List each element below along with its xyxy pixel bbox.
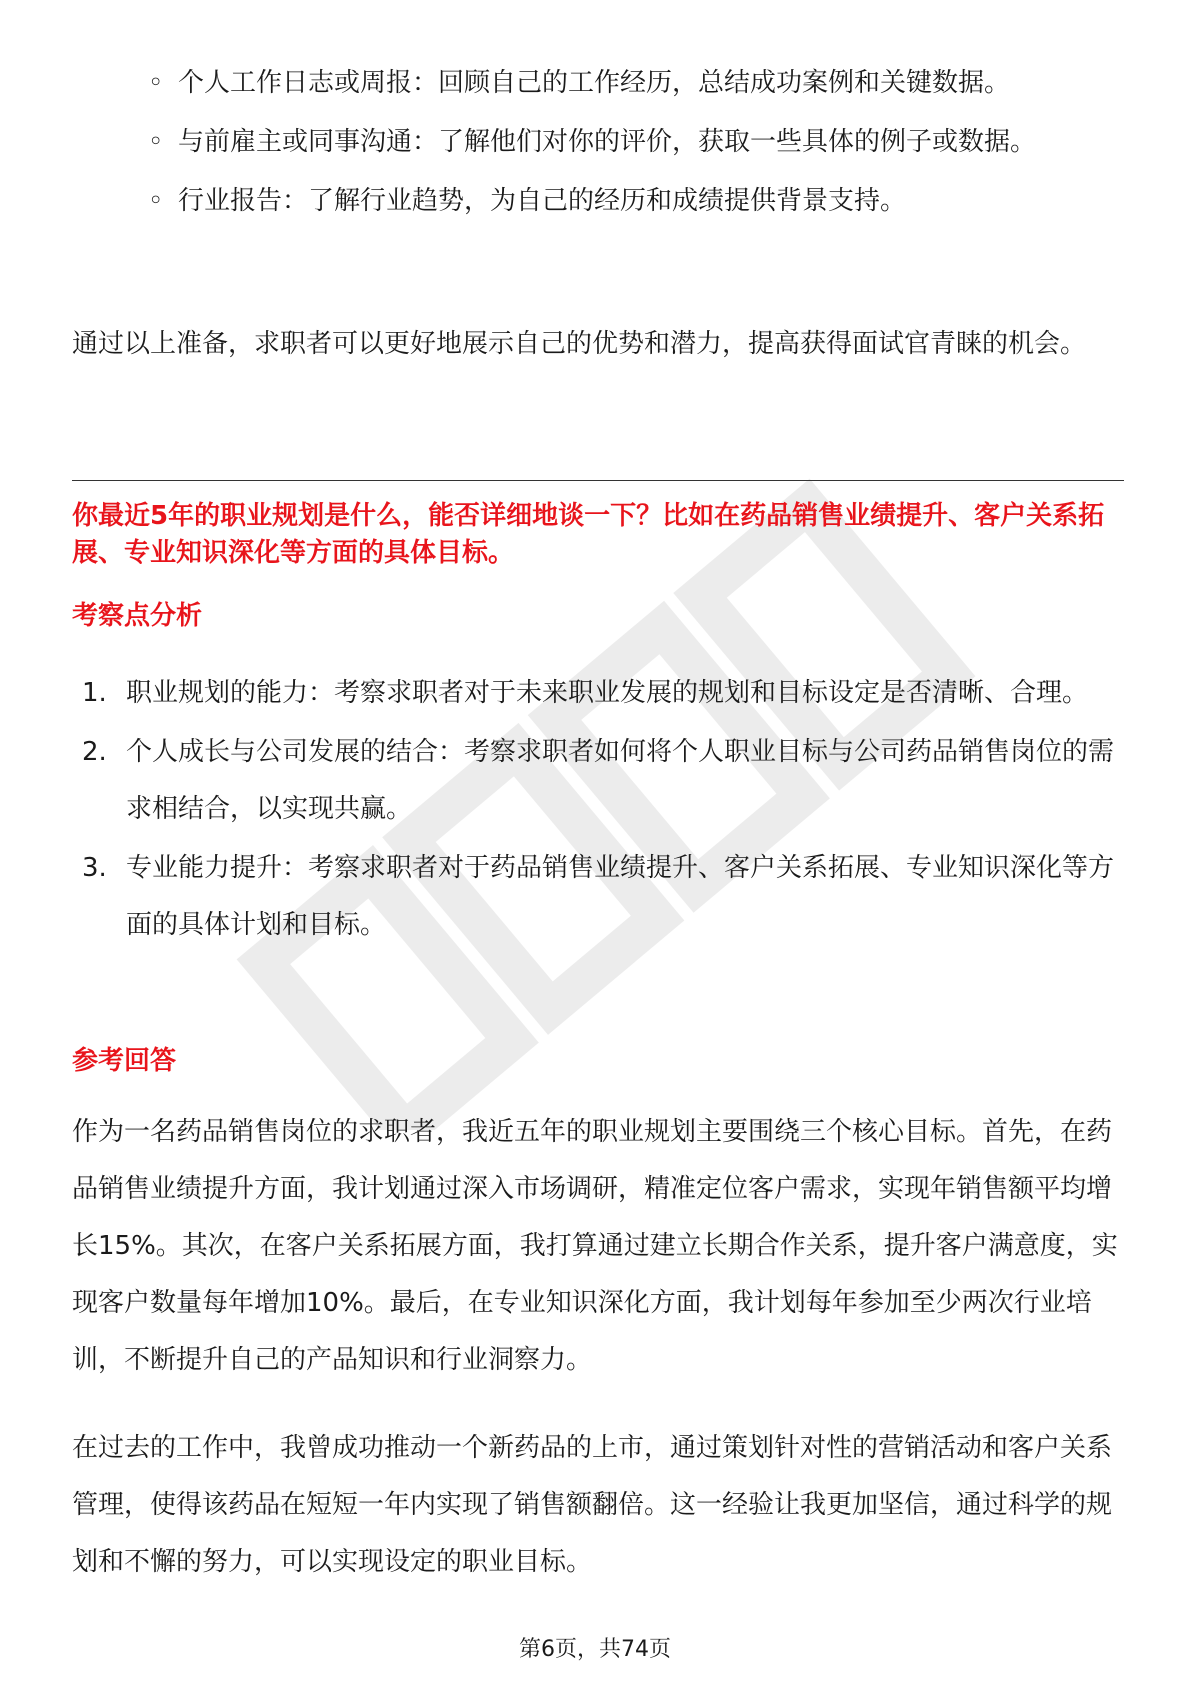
bullet-marker: ◦ (148, 68, 164, 98)
analysis-heading: 考察点分析 (72, 601, 203, 631)
bullet-marker: ◦ (148, 127, 164, 157)
interview-question: 你最近5年的职业规划是什么，能否详细地谈一下？比如在药品销售业绩提升、客户关系拓展、专业知识深化等方面的具体目标。 (72, 501, 1105, 568)
analysis-list (82, 665, 1122, 956)
bullet-item-communicate (148, 114, 1058, 171)
summary-paragraph: 通过以上准备，求职者可以更好地展示自己的优势和潜力，提高获得面试官青睐的机会。 (72, 329, 1087, 359)
answer-paragraph: 作为一名药品销售岗位的求职者，我近五年的职业规划主要围绕三个核心目标。首先，在药品销售业绩提升方面，我计划通过深入市场调研，精准定位客户需求，实现年销售额平均增长15%。其次，在客户关系拓展方面，我打算通过建立长期合作关系，提升客户满意度，实现客户数量每年增加10%。最后，在专业知识深化方面，我计划每年参加至少两次行业培训，不断提升自己的产品知识和行业洞察力。 (72, 1117, 1118, 1375)
bullet-text: 与前雇主或同事沟通：了解他们对你的评价，获取一些具体的例子或数据。 (178, 127, 1037, 157)
item-text: 专业能力提升：考察求职者对于药品销售业绩提升、客户关系拓展、专业知识深化等方面的具体计划和目标。 (126, 853, 1115, 940)
preparation-bullet-list (148, 55, 1108, 232)
bullet-marker: ◦ (148, 186, 164, 216)
item-text: 个人成长与公司发展的结合：考察求职者如何将个人职业目标与公司药品销售岗位的需求相结合，以实现共赢。 (126, 737, 1115, 824)
answer-heading: 参考回答 (72, 1046, 177, 1076)
item-number: 3. (82, 853, 107, 883)
bullet-text: 个人工作日志或周报：回顾自己的工作经历，总结成功案例和关键数据。 (178, 68, 1011, 98)
item-number: 1. (82, 678, 107, 708)
item-text: 职业规划的能力：考察求职者对于未来职业发展的规划和目标设定是否清晰、合理。 (126, 678, 1089, 708)
analysis-item (82, 840, 1122, 954)
item-number: 2. (82, 737, 107, 767)
page-footer: 第6页，共74页 (519, 1637, 671, 1662)
section-divider (72, 480, 1124, 481)
answer-paragraph: 在过去的工作中，我曾成功推动一个新药品的上市，通过策划针对性的营销活动和客户关系管理，使得该药品在短短一年内实现了销售额翻倍。这一经验让我更加坚信，通过科学的规划和不懈的努力，可以实现设定的职业目标。 (72, 1433, 1113, 1577)
analysis-item (82, 724, 1122, 838)
analysis-item (82, 665, 1122, 722)
bullet-text: 行业报告：了解行业趋势，为自己的经历和成绩提供背景支持。 (178, 186, 907, 216)
bullet-item-industry-report (148, 173, 1078, 230)
bullet-item-work-log (148, 55, 1078, 112)
